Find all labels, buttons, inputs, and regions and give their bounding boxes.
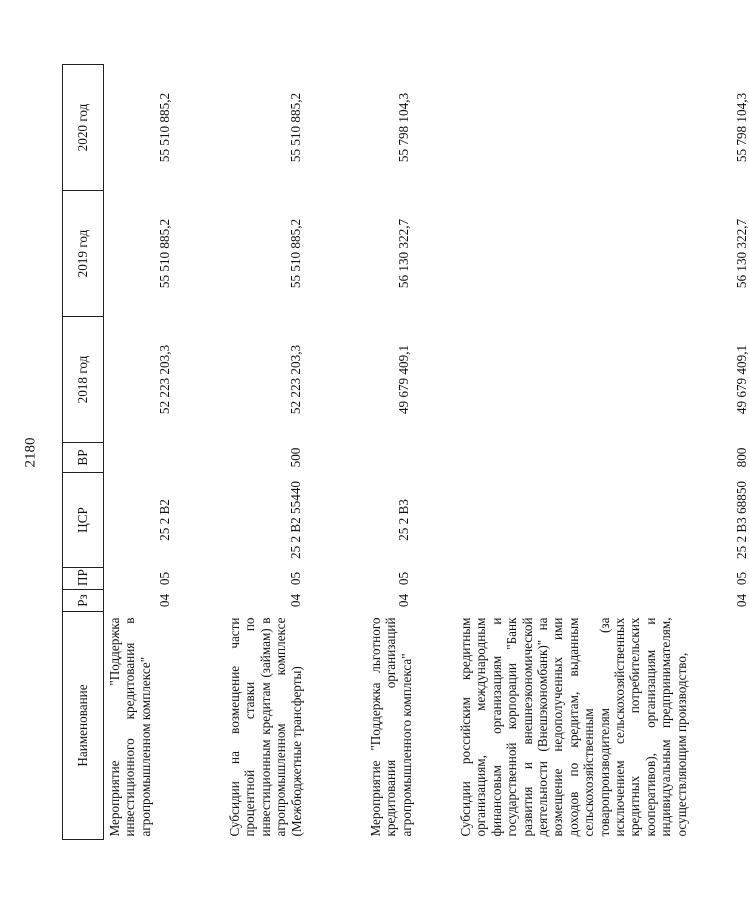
row-name: Субсидии российским кредитным организациям, международным финансовым организациям и государственной корпорации "Банк развития и внешнеэкономической деятельности (Внешэкономбанк)" на возмещение недополученных ими доходов по кредитам, выданным сельскохозяйственным товаропроизводителям (за исключением сельскохозяйственных кредитных потребительских кооперативов), организациям и индивидуальным предпринимателям, осуществляющим производство, (458, 617, 689, 837)
header-2019: 2019 год (63, 191, 104, 317)
row-2019: 56 130 322,7 (396, 218, 411, 289)
row-rz: 04 (396, 593, 411, 608)
row-vr (366, 443, 456, 473)
table-row (104, 65, 226, 840)
table-wrap (62, 65, 749, 840)
row-2018: 49 679 409,1 (734, 344, 749, 415)
row-vr: 500 (288, 447, 303, 468)
row-csr: 25 2 В3 68850 (734, 480, 749, 560)
row-2020: 55 798 104,3 (396, 92, 411, 163)
table-row (225, 65, 366, 840)
row-2020: 55 510 885,2 (288, 92, 303, 163)
row-pr: 05 (157, 571, 172, 586)
header-2018: 2018 год (63, 317, 104, 443)
row-name: Субсидии на возмещение части процентной ставки по инвестиционным кредитам (займам) в агропромышленном комплексе (Межбюджетные трансферты) (227, 617, 304, 837)
page-number (11, 426, 51, 478)
page-number-text: 2180 (22, 437, 39, 467)
row-rz: 04 (288, 593, 303, 608)
row-csr: 25 2 В3 (396, 499, 411, 541)
row-2019: 56 130 322,7 (734, 218, 749, 289)
header-vr: ВР (63, 443, 104, 473)
row-csr: 25 2 В2 55440 (288, 480, 303, 560)
header-rz: Рз (63, 590, 104, 612)
budget-table-sheet (62, 65, 749, 840)
row-vr (104, 443, 226, 473)
row-pr: 05 (396, 571, 411, 586)
row-vr: 800 (734, 447, 749, 468)
row-2020: 55 510 885,2 (157, 92, 172, 163)
table-header-row (63, 65, 104, 840)
row-name: Мероприятие "Поддержка льготного кредитования организаций агропромышленного комплекса" (368, 617, 414, 837)
row-2019: 55 510 885,2 (157, 218, 172, 289)
row-2018: 52 223 203,3 (157, 344, 172, 415)
header-pr: ПР (63, 568, 104, 590)
row-2020: 55 798 104,3 (734, 92, 749, 163)
row-rz: 04 (734, 593, 749, 608)
row-2018: 49 679 409,1 (396, 344, 411, 415)
header-csr: ЦСР (63, 473, 104, 568)
row-csr: 25 2 В2 (157, 499, 172, 541)
row-pr: 05 (734, 571, 749, 586)
table-row (366, 65, 456, 840)
row-rz: 04 (157, 593, 172, 608)
header-name: Наименование (63, 612, 104, 840)
table-row (456, 65, 749, 840)
header-2020: 2020 год (63, 65, 104, 191)
row-pr: 05 (288, 571, 303, 586)
row-2018: 52 223 203,3 (288, 344, 303, 415)
budget-table (62, 64, 749, 840)
row-name: Мероприятие "Поддержка инвестиционного кредитования в агропромышленном комплексе" (107, 617, 153, 837)
row-2019: 55 510 885,2 (288, 218, 303, 289)
